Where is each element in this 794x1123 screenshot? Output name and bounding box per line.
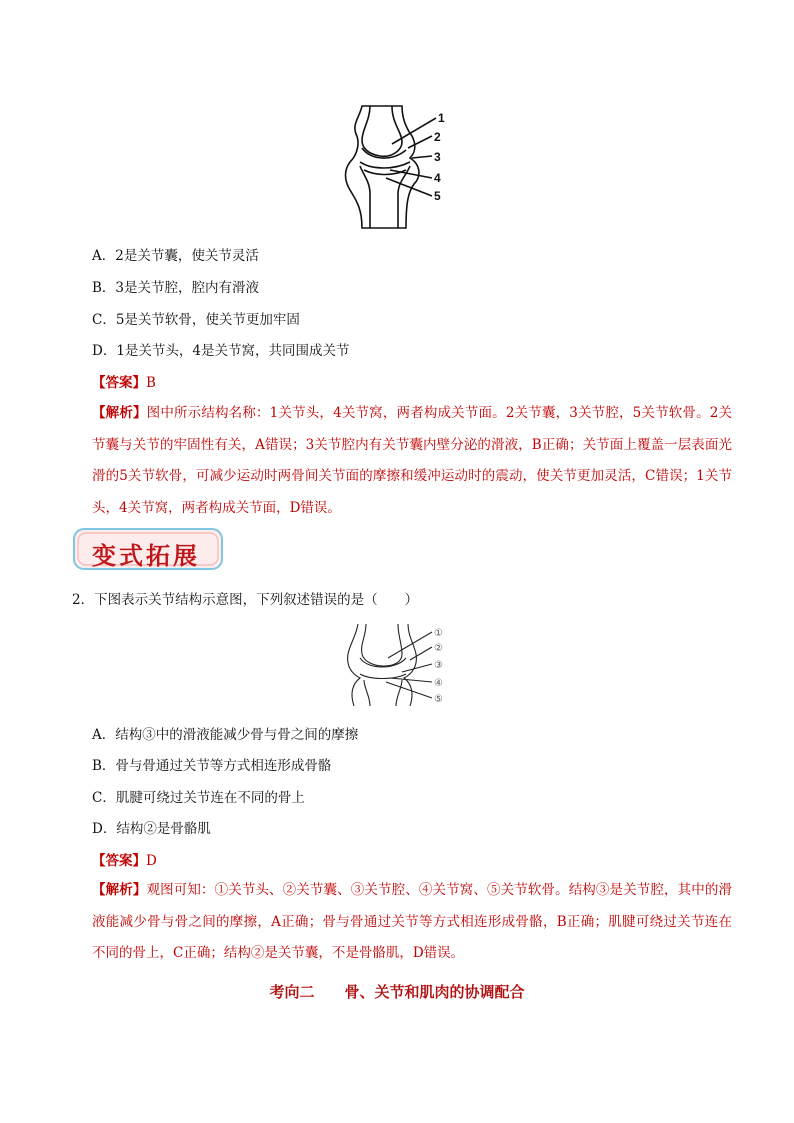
- q1-option-c: C．5是关节软骨，使关节更加牢固: [92, 312, 300, 328]
- q2-option-b: B．骨与骨通过关节等方式相连形成骨骼: [92, 758, 332, 774]
- answer-value: D: [146, 853, 157, 869]
- banner-title: 变式拓展: [92, 541, 200, 570]
- q1-answer: [92, 373, 156, 393]
- answer-tag: 【答案】: [92, 375, 146, 391]
- fig2-label-3: ③: [434, 660, 443, 671]
- fig2-label-2: ②: [434, 643, 443, 654]
- fig2-label-5: ⑤: [434, 694, 443, 705]
- q2-answer: [92, 851, 157, 871]
- q2-option-a: A．结构③中的滑液能减少骨与骨之间的摩擦: [92, 727, 359, 743]
- fig1-label-3: 3: [434, 150, 441, 164]
- q2-stem: 2．下图表示关节结构示意图，下列叙述错误的是（ ）: [72, 592, 419, 608]
- q1-option-d: D．1是关节头，4是关节窝，共同围成关节: [92, 343, 350, 359]
- answer-tag: 【答案】: [92, 853, 146, 869]
- q2-option-c: C．肌腱可绕过关节连在不同的骨上: [92, 790, 305, 806]
- fig1-label-2: 2: [434, 130, 441, 144]
- variant-extension-banner: [72, 527, 224, 571]
- knee-joint-figure-1: [340, 104, 460, 230]
- q1-analysis: [92, 398, 732, 524]
- fig1-label-5: 5: [434, 189, 441, 203]
- fig2-label-1: ①: [434, 628, 443, 639]
- fig2-label-4: ④: [434, 678, 443, 689]
- analysis-text: 图中所示结构名称：1关节头，4关节窝，两者构成关节面。2关节囊，3关节腔，5关节软骨。2关节囊与关节的牢固性有关，A错误；3关节腔内有关节囊内壁分泌的滑液，B正确；关节面上覆盖一层表面光滑的5关节软骨，可减少运动时两骨间关节面的摩擦和缓冲运动时的震动，使关节更加灵活，C错误；1关节头，4关节窝，两者构成关节面，D错误。: [92, 405, 732, 516]
- q2-analysis: [92, 875, 732, 970]
- answer-value: B: [146, 375, 156, 391]
- q1-option-b: B．3是关节腔，腔内有滑液: [92, 280, 260, 296]
- analysis-tag: 【解析】: [92, 405, 147, 421]
- q1-option-a: A．2是关节囊，使关节灵活: [92, 248, 259, 264]
- fig1-label-1: 1: [438, 111, 445, 125]
- q2-option-d: D．结构②是骨骼肌: [92, 821, 211, 837]
- joint-figure-2: [340, 622, 458, 708]
- section-title: 考向二 骨、关节和肌肉的协调配合: [269, 983, 525, 1001]
- analysis-tag: 【解析】: [92, 882, 147, 898]
- fig1-label-4: 4: [434, 171, 441, 185]
- analysis-text: 观图可知：①关节头、②关节囊、③关节腔、④关节窝、⑤关节软骨。结构③是关节腔，其中的滑液能减少骨与骨之间的摩擦，A正确；骨与骨通过关节等方式相连形成骨骼，B正确；肌腱可绕过关节连在不同的骨上，C正确；结构②是关节囊，不是骨骼肌，D错误。: [92, 882, 733, 961]
